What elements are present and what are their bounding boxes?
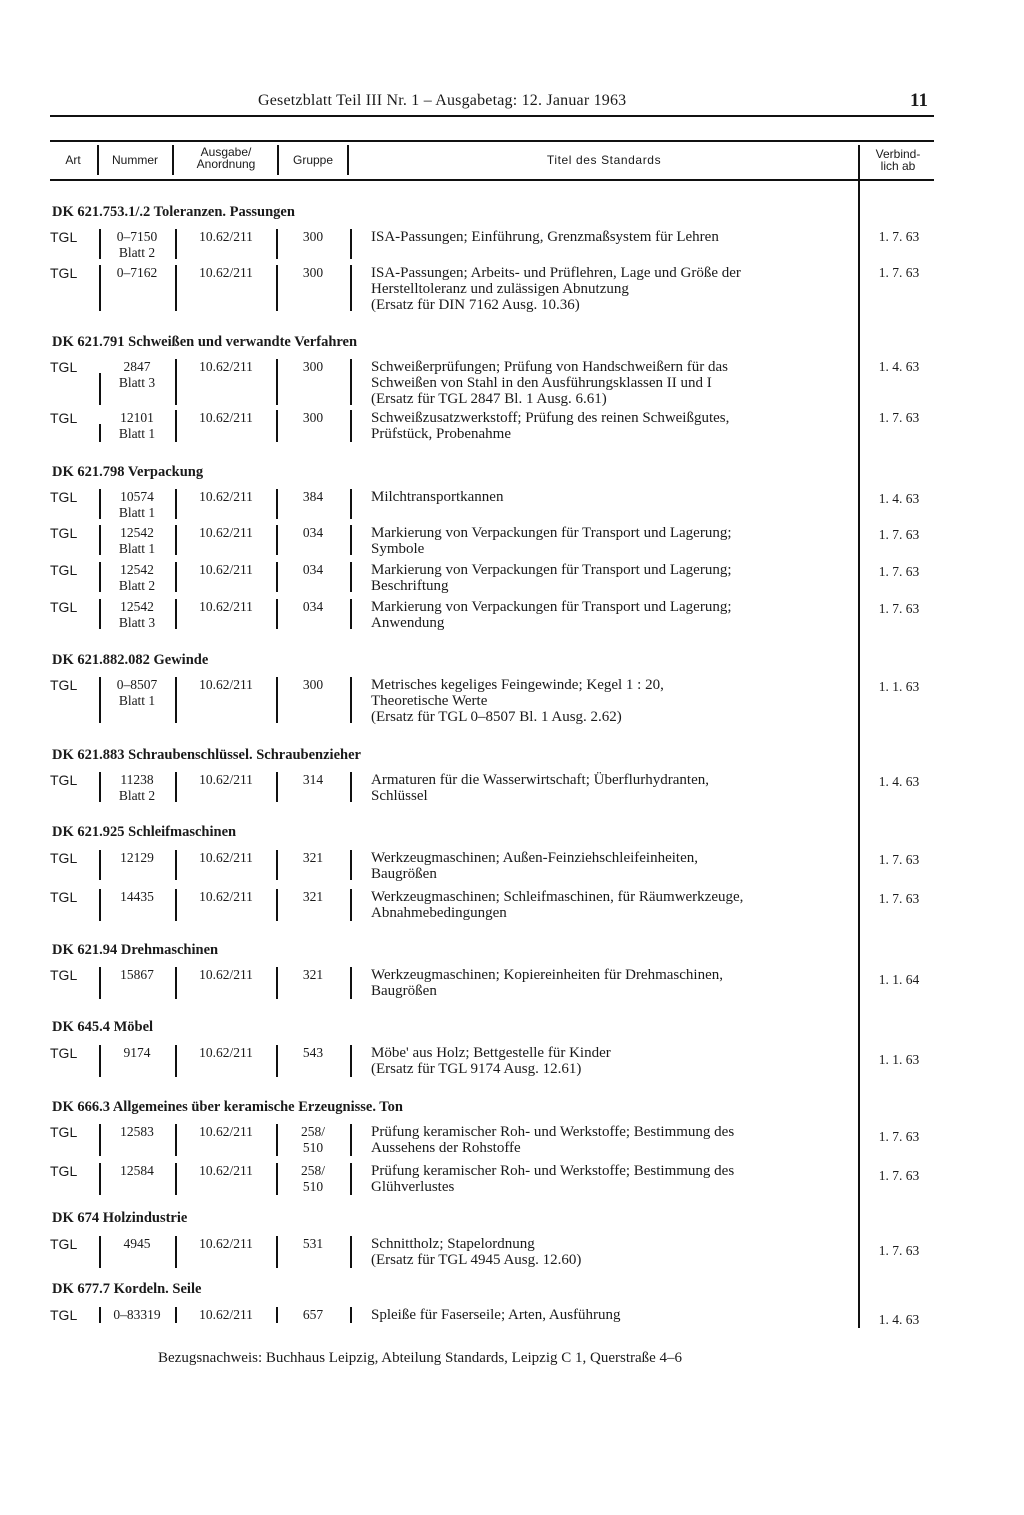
cell-titel-line: Anwendung bbox=[371, 615, 445, 631]
cell-titel bbox=[371, 1045, 851, 1077]
cell-nummer-line: 14435 bbox=[120, 889, 154, 904]
cell-titel bbox=[371, 1124, 851, 1156]
cell-gruppe: 321 bbox=[302, 850, 324, 865]
cell-titel bbox=[371, 229, 851, 245]
row-divider bbox=[99, 1307, 101, 1323]
cell-art: TGL bbox=[50, 525, 78, 541]
column-header-verbindlich-line2: lich ab bbox=[880, 159, 916, 173]
header-rule bbox=[50, 115, 934, 117]
row-divider bbox=[99, 967, 101, 999]
section-heading: DK 621.883 Schraubenschlüssel. Schraubenzieher bbox=[52, 747, 361, 763]
row-divider bbox=[175, 525, 177, 555]
column-header-ausgabe-line2: Anordnung bbox=[196, 157, 256, 171]
row-divider bbox=[350, 677, 352, 723]
cell-ausgabe: 10.62/211 bbox=[199, 410, 253, 425]
cell-gruppe bbox=[282, 1163, 344, 1195]
cell-verbindlich: 1. 7. 63 bbox=[878, 410, 920, 425]
cell-ausgabe: 10.62/211 bbox=[199, 1124, 253, 1139]
section-heading: DK 621.94 Drehmaschinen bbox=[52, 942, 219, 958]
cell-ausgabe: 10.62/211 bbox=[199, 489, 253, 504]
column-divider bbox=[277, 145, 279, 175]
cell-gruppe: 034 bbox=[302, 562, 324, 577]
row-divider bbox=[99, 525, 101, 555]
cell-art: TGL bbox=[50, 1045, 78, 1061]
cell-titel-line: Markierung von Verpackungen für Transport und Lagerung; bbox=[371, 525, 732, 541]
cell-verbindlich: 1. 1. 64 bbox=[878, 972, 920, 987]
row-divider bbox=[175, 889, 177, 921]
column-header-art: Art bbox=[65, 153, 81, 167]
page-number: 11 bbox=[910, 90, 928, 111]
row-divider bbox=[175, 1307, 177, 1323]
row-divider bbox=[350, 772, 352, 802]
cell-titel-line: Herstelltoleranz und zulässigen Abnutzung bbox=[371, 281, 629, 297]
row-divider bbox=[175, 359, 177, 405]
row-divider bbox=[276, 229, 278, 259]
row-divider bbox=[175, 265, 177, 311]
row-divider bbox=[350, 359, 352, 405]
cell-gruppe bbox=[282, 1124, 344, 1156]
cell-titel-line: Schlüssel bbox=[371, 788, 428, 804]
cell-gruppe-line: 510 bbox=[302, 1140, 324, 1155]
cell-nummer-line: Blatt 3 bbox=[118, 615, 156, 630]
cell-titel-line: (Ersatz für DIN 7162 Ausg. 10.36) bbox=[371, 297, 580, 313]
row-divider bbox=[175, 1045, 177, 1077]
cell-titel-line: Beschriftung bbox=[371, 578, 449, 594]
cell-nummer-line: 0–83319 bbox=[113, 1307, 161, 1322]
cell-art: TGL bbox=[50, 1236, 78, 1252]
cell-nummer-line: 2847 bbox=[123, 359, 151, 374]
cell-nummer-line: Blatt 2 bbox=[118, 245, 156, 260]
cell-art: TGL bbox=[50, 1124, 78, 1140]
cell-nummer bbox=[104, 1163, 170, 1179]
cell-nummer-line: 10574 bbox=[120, 489, 154, 504]
row-divider bbox=[276, 889, 278, 921]
cell-ausgabe: 10.62/211 bbox=[199, 1163, 253, 1178]
cell-art: TGL bbox=[50, 1307, 78, 1323]
column-divider bbox=[97, 145, 99, 175]
cell-nummer-line: Blatt 2 bbox=[118, 578, 156, 593]
cell-titel-line: Schweißerprüfungen; Prüfung von Handschweißern für das bbox=[371, 359, 728, 375]
cell-nummer-line: 9174 bbox=[123, 1045, 151, 1060]
cell-nummer bbox=[104, 1307, 170, 1323]
cell-nummer-line: Blatt 2 bbox=[118, 788, 156, 803]
cell-gruppe: 034 bbox=[302, 525, 324, 540]
cell-titel bbox=[371, 850, 851, 882]
cell-gruppe: 300 bbox=[302, 359, 324, 374]
column-header-gruppe: Gruppe bbox=[292, 153, 334, 167]
section-heading: DK 666.3 Allgemeines über keramische Erzeugnisse. Ton bbox=[52, 1099, 403, 1115]
cell-titel-line: Theoretische Werte bbox=[371, 693, 488, 709]
row-divider bbox=[99, 1045, 101, 1077]
cell-titel-line: Glühverlustes bbox=[371, 1179, 455, 1195]
cell-ausgabe: 10.62/211 bbox=[199, 850, 253, 865]
cell-nummer-line: 12584 bbox=[120, 1163, 154, 1178]
row-divider bbox=[99, 1236, 101, 1268]
row-divider bbox=[350, 410, 352, 442]
row-divider bbox=[276, 525, 278, 555]
column-divider bbox=[347, 145, 349, 175]
cell-titel-line: Prüfung keramischer Roh- und Werkstoffe; Bestimmung des bbox=[371, 1163, 735, 1179]
row-divider bbox=[175, 772, 177, 802]
cell-art: TGL bbox=[50, 410, 78, 426]
cell-nummer bbox=[104, 359, 170, 391]
row-divider bbox=[276, 599, 278, 629]
cell-titel-line: Aussehens der Rohstoffe bbox=[371, 1140, 521, 1156]
cell-gruppe: 314 bbox=[302, 772, 324, 787]
cell-ausgabe: 10.62/211 bbox=[199, 599, 253, 614]
cell-ausgabe: 10.62/211 bbox=[199, 1045, 253, 1060]
row-divider bbox=[350, 850, 352, 880]
row-divider bbox=[276, 772, 278, 802]
cell-gruppe: 300 bbox=[302, 265, 324, 280]
cell-titel-line: Baugrößen bbox=[371, 866, 437, 882]
cell-nummer-line: 12583 bbox=[120, 1124, 154, 1139]
row-divider bbox=[276, 1045, 278, 1077]
cell-titel-line: (Ersatz für TGL 2847 Bl. 1 Ausg. 6.61) bbox=[371, 391, 607, 407]
column-divider bbox=[172, 145, 174, 175]
cell-ausgabe: 10.62/211 bbox=[199, 562, 253, 577]
cell-verbindlich: 1. 1. 63 bbox=[878, 1052, 920, 1067]
cell-art: TGL bbox=[50, 359, 78, 375]
cell-gruppe-line: 510 bbox=[302, 1179, 324, 1194]
cell-ausgabe: 10.62/211 bbox=[199, 1307, 253, 1322]
cell-nummer-line: Blatt 3 bbox=[118, 375, 156, 390]
column-header-ausgabe-line1: Ausgabe/ bbox=[200, 145, 252, 159]
column-header-verbindlich-line1: Verbind- bbox=[875, 147, 921, 161]
row-divider bbox=[350, 889, 352, 921]
cell-gruppe: 321 bbox=[302, 889, 324, 904]
cell-ausgabe: 10.62/211 bbox=[199, 967, 253, 982]
row-divider bbox=[350, 1236, 352, 1268]
row-divider bbox=[276, 359, 278, 405]
section-heading: DK 677.7 Kordeln. Seile bbox=[52, 1281, 202, 1297]
footer-note: Bezugsnachweis: Buchhaus Leipzig, Abteilung Standards, Leipzig C 1, Querstraße 4–6 bbox=[158, 1350, 683, 1366]
cell-gruppe-line: 258/ bbox=[300, 1163, 325, 1178]
cell-titel bbox=[371, 489, 851, 505]
row-divider bbox=[99, 229, 101, 259]
verbindlich-column-rule bbox=[858, 145, 860, 1328]
row-divider bbox=[175, 1236, 177, 1268]
cell-nummer-line: 12542 bbox=[120, 599, 154, 614]
cell-ausgabe: 10.62/211 bbox=[199, 772, 253, 787]
cell-nummer bbox=[104, 772, 170, 804]
cell-titel bbox=[371, 967, 851, 999]
row-divider bbox=[350, 967, 352, 999]
cell-titel-line: Werkzeugmaschinen; Schleifmaschinen, für Räumwerkzeuge, bbox=[371, 889, 744, 905]
section-heading: DK 621.925 Schleifmaschinen bbox=[52, 824, 237, 840]
row-divider bbox=[350, 525, 352, 555]
cell-gruppe: 531 bbox=[302, 1236, 324, 1251]
section-heading: DK 621.791 Schweißen und verwandte Verfahren bbox=[52, 334, 358, 350]
cell-titel-line: ISA-Passungen; Arbeits- und Prüflehren, Lage und Größe der bbox=[371, 265, 741, 281]
row-divider bbox=[276, 410, 278, 442]
cell-gruppe: 034 bbox=[302, 599, 324, 614]
row-divider bbox=[99, 424, 101, 442]
row-divider bbox=[175, 1124, 177, 1156]
row-divider bbox=[350, 1163, 352, 1195]
cell-titel-line: Abnahmebedingungen bbox=[371, 905, 507, 921]
row-divider bbox=[276, 677, 278, 723]
row-divider bbox=[175, 229, 177, 259]
cell-gruppe: 657 bbox=[302, 1307, 324, 1322]
cell-titel-line: Metrisches kegeliges Feingewinde; Kegel 1 : 20, bbox=[371, 677, 664, 693]
cell-verbindlich: 1. 7. 63 bbox=[878, 1129, 920, 1144]
cell-verbindlich: 1. 7. 63 bbox=[878, 527, 920, 542]
section-heading: DK 645.4 Möbel bbox=[52, 1019, 154, 1035]
cell-titel-line: Schweißzusatzwerkstoff; Prüfung des reinen Schweißgutes, bbox=[371, 410, 730, 426]
cell-verbindlich: 1. 7. 63 bbox=[878, 1243, 920, 1258]
cell-nummer-line: 0–7162 bbox=[116, 265, 158, 280]
cell-nummer-line: 12542 bbox=[120, 525, 154, 540]
cell-nummer bbox=[104, 1124, 170, 1140]
row-divider bbox=[99, 677, 101, 723]
cell-art: TGL bbox=[50, 677, 78, 693]
cell-nummer bbox=[104, 525, 170, 557]
row-divider bbox=[175, 410, 177, 442]
cell-titel-line: Prüfstück, Probenahme bbox=[371, 426, 511, 442]
row-divider bbox=[276, 1236, 278, 1268]
cell-nummer-line: 11238 bbox=[120, 772, 154, 787]
cell-art: TGL bbox=[50, 599, 78, 615]
cell-art: TGL bbox=[50, 562, 78, 578]
cell-nummer bbox=[104, 850, 170, 866]
cell-verbindlich: 1. 7. 63 bbox=[878, 601, 920, 616]
cell-art: TGL bbox=[50, 229, 78, 245]
cell-titel-line: Möbe' aus Holz; Bettgestelle für Kinder bbox=[371, 1045, 611, 1061]
row-divider bbox=[99, 562, 101, 592]
cell-ausgabe: 10.62/211 bbox=[199, 265, 253, 280]
cell-titel-line: Schnittholz; Stapelordnung bbox=[371, 1236, 535, 1252]
cell-titel bbox=[371, 677, 851, 725]
cell-ausgabe: 10.62/211 bbox=[199, 889, 253, 904]
cell-verbindlich: 1. 7. 63 bbox=[878, 852, 920, 867]
cell-titel bbox=[371, 562, 851, 594]
cell-titel bbox=[371, 1307, 851, 1323]
row-divider bbox=[350, 1307, 352, 1323]
cell-gruppe: 384 bbox=[302, 489, 324, 504]
row-divider bbox=[175, 850, 177, 880]
cell-gruppe: 321 bbox=[302, 967, 324, 982]
row-divider bbox=[175, 599, 177, 629]
column-header-nummer: Nummer bbox=[111, 153, 158, 167]
cell-titel-line: Symbole bbox=[371, 541, 425, 557]
row-divider bbox=[99, 850, 101, 880]
cell-art: TGL bbox=[50, 889, 78, 905]
cell-gruppe: 300 bbox=[302, 410, 324, 425]
cell-gruppe: 300 bbox=[302, 229, 324, 244]
row-divider bbox=[175, 562, 177, 592]
column-header-titel: Titel des Standards bbox=[546, 153, 662, 167]
row-divider bbox=[350, 1045, 352, 1077]
row-divider bbox=[99, 373, 101, 405]
cell-titel-line: Spleiße für Faserseile; Arten, Ausführung bbox=[371, 1307, 621, 1323]
cell-titel bbox=[371, 359, 851, 407]
row-divider bbox=[99, 265, 101, 311]
cell-nummer bbox=[104, 489, 170, 521]
cell-titel-line: (Ersatz für TGL 4945 Ausg. 12.60) bbox=[371, 1252, 582, 1268]
cell-verbindlich: 1. 7. 63 bbox=[878, 891, 920, 906]
cell-gruppe: 543 bbox=[302, 1045, 324, 1060]
cell-art: TGL bbox=[50, 967, 78, 983]
row-divider bbox=[175, 677, 177, 723]
row-divider bbox=[276, 1163, 278, 1195]
row-divider bbox=[350, 265, 352, 311]
cell-nummer bbox=[104, 889, 170, 905]
cell-titel-line: Milchtransportkannen bbox=[371, 489, 504, 505]
cell-titel-line: Markierung von Verpackungen für Transport und Lagerung; bbox=[371, 562, 732, 578]
cell-verbindlich: 1. 4. 63 bbox=[878, 774, 920, 789]
cell-titel-line: Werkzeugmaschinen; Kopiereinheiten für Drehmaschinen, bbox=[371, 967, 723, 983]
cell-titel bbox=[371, 525, 851, 557]
cell-titel bbox=[371, 265, 851, 313]
cell-gruppe: 300 bbox=[302, 677, 324, 692]
cell-titel bbox=[371, 1163, 851, 1195]
table-head-bottom-rule bbox=[50, 179, 934, 181]
cell-nummer-line: 12542 bbox=[120, 562, 154, 577]
table-head-top-rule bbox=[50, 140, 934, 142]
section-heading: DK 621.753.1/.2 Toleranzen. Passungen bbox=[52, 204, 295, 220]
row-divider bbox=[276, 1124, 278, 1156]
cell-titel-line: Werkzeugmaschinen; Außen-Feinziehschleifeinheiten, bbox=[371, 850, 699, 866]
cell-ausgabe: 10.62/211 bbox=[199, 1236, 253, 1251]
section-heading: DK 621.798 Verpackung bbox=[52, 464, 204, 480]
cell-nummer bbox=[104, 410, 170, 442]
cell-titel-line: (Ersatz für TGL 0–8507 Bl. 1 Ausg. 2.62) bbox=[371, 709, 622, 725]
row-divider bbox=[99, 489, 101, 519]
row-divider bbox=[276, 967, 278, 999]
section-heading: DK 621.882.082 Gewinde bbox=[52, 652, 209, 668]
cell-nummer bbox=[104, 599, 170, 631]
cell-titel-line: Armaturen für die Wasserwirtschaft; Überflurhydranten, bbox=[371, 772, 709, 788]
cell-nummer bbox=[104, 229, 170, 261]
row-divider bbox=[350, 229, 352, 259]
row-divider bbox=[350, 599, 352, 629]
cell-verbindlich: 1. 1. 63 bbox=[878, 679, 920, 694]
row-divider bbox=[276, 489, 278, 519]
cell-nummer bbox=[104, 967, 170, 983]
cell-verbindlich: 1. 4. 63 bbox=[878, 359, 920, 374]
cell-gruppe-line: 258/ bbox=[300, 1124, 325, 1139]
cell-verbindlich: 1. 4. 63 bbox=[878, 1312, 920, 1327]
cell-verbindlich: 1. 4. 63 bbox=[878, 491, 920, 506]
row-divider bbox=[99, 772, 101, 802]
row-divider bbox=[99, 1124, 101, 1156]
cell-art: TGL bbox=[50, 772, 78, 788]
cell-nummer-line: 12101 bbox=[120, 410, 154, 425]
cell-titel-line: Prüfung keramischer Roh- und Werkstoffe; Bestimmung des bbox=[371, 1124, 735, 1140]
column-header-ausgabe bbox=[176, 146, 276, 170]
cell-verbindlich: 1. 7. 63 bbox=[878, 564, 920, 579]
cell-art: TGL bbox=[50, 1163, 78, 1179]
row-divider bbox=[175, 1163, 177, 1195]
row-divider bbox=[276, 265, 278, 311]
cell-nummer-line: 12129 bbox=[120, 850, 154, 865]
row-divider bbox=[276, 1307, 278, 1323]
cell-verbindlich: 1. 7. 63 bbox=[878, 1168, 920, 1183]
cell-nummer-line: 4945 bbox=[123, 1236, 151, 1251]
cell-ausgabe: 10.62/211 bbox=[199, 359, 253, 374]
cell-titel bbox=[371, 772, 851, 804]
row-divider bbox=[99, 889, 101, 921]
cell-nummer bbox=[104, 677, 170, 709]
cell-titel-line: Markierung von Verpackungen für Transport und Lagerung; bbox=[371, 599, 732, 615]
cell-nummer bbox=[104, 265, 170, 281]
cell-titel-line: (Ersatz für TGL 9174 Ausg. 12.61) bbox=[371, 1061, 582, 1077]
cell-verbindlich: 1. 7. 63 bbox=[878, 229, 920, 244]
cell-nummer-line: 0–7150 bbox=[116, 229, 158, 244]
cell-titel-line: ISA-Passungen; Einführung, Grenzmaßsystem für Lehren bbox=[371, 229, 719, 245]
cell-art: TGL bbox=[50, 489, 78, 505]
row-divider bbox=[350, 1124, 352, 1156]
cell-ausgabe: 10.62/211 bbox=[199, 525, 253, 540]
cell-nummer-line: Blatt 1 bbox=[118, 541, 156, 556]
cell-titel bbox=[371, 599, 851, 631]
cell-ausgabe: 10.62/211 bbox=[199, 677, 253, 692]
cell-titel bbox=[371, 410, 851, 442]
cell-nummer-line: Blatt 1 bbox=[118, 693, 156, 708]
cell-art: TGL bbox=[50, 850, 78, 866]
row-divider bbox=[276, 850, 278, 880]
cell-titel-line: Baugrößen bbox=[371, 983, 437, 999]
cell-ausgabe: 10.62/211 bbox=[199, 229, 253, 244]
cell-titel bbox=[371, 1236, 851, 1268]
row-divider bbox=[350, 562, 352, 592]
cell-nummer-line: 0–8507 bbox=[116, 677, 158, 692]
cell-nummer-line: Blatt 1 bbox=[118, 426, 156, 441]
column-header-verbindlich bbox=[862, 148, 934, 172]
row-divider bbox=[175, 967, 177, 999]
row-divider bbox=[276, 562, 278, 592]
cell-nummer bbox=[104, 1045, 170, 1061]
cell-titel bbox=[371, 889, 851, 921]
cell-nummer bbox=[104, 1236, 170, 1252]
row-divider bbox=[99, 1163, 101, 1195]
row-divider bbox=[175, 489, 177, 519]
page-header-title: Gesetzblatt Teil III Nr. 1 – Ausgabetag: 12. Januar 1963 bbox=[258, 92, 627, 109]
cell-nummer-line: 15867 bbox=[120, 967, 154, 982]
cell-titel-line: Schweißen von Stahl in den Ausführungsklassen II und I bbox=[371, 375, 712, 391]
cell-nummer bbox=[104, 562, 170, 594]
cell-nummer-line: Blatt 1 bbox=[118, 505, 156, 520]
row-divider bbox=[99, 599, 101, 629]
cell-verbindlich: 1. 7. 63 bbox=[878, 265, 920, 280]
section-heading: DK 674 Holzindustrie bbox=[52, 1210, 188, 1226]
row-divider bbox=[350, 489, 352, 519]
cell-art: TGL bbox=[50, 265, 78, 281]
